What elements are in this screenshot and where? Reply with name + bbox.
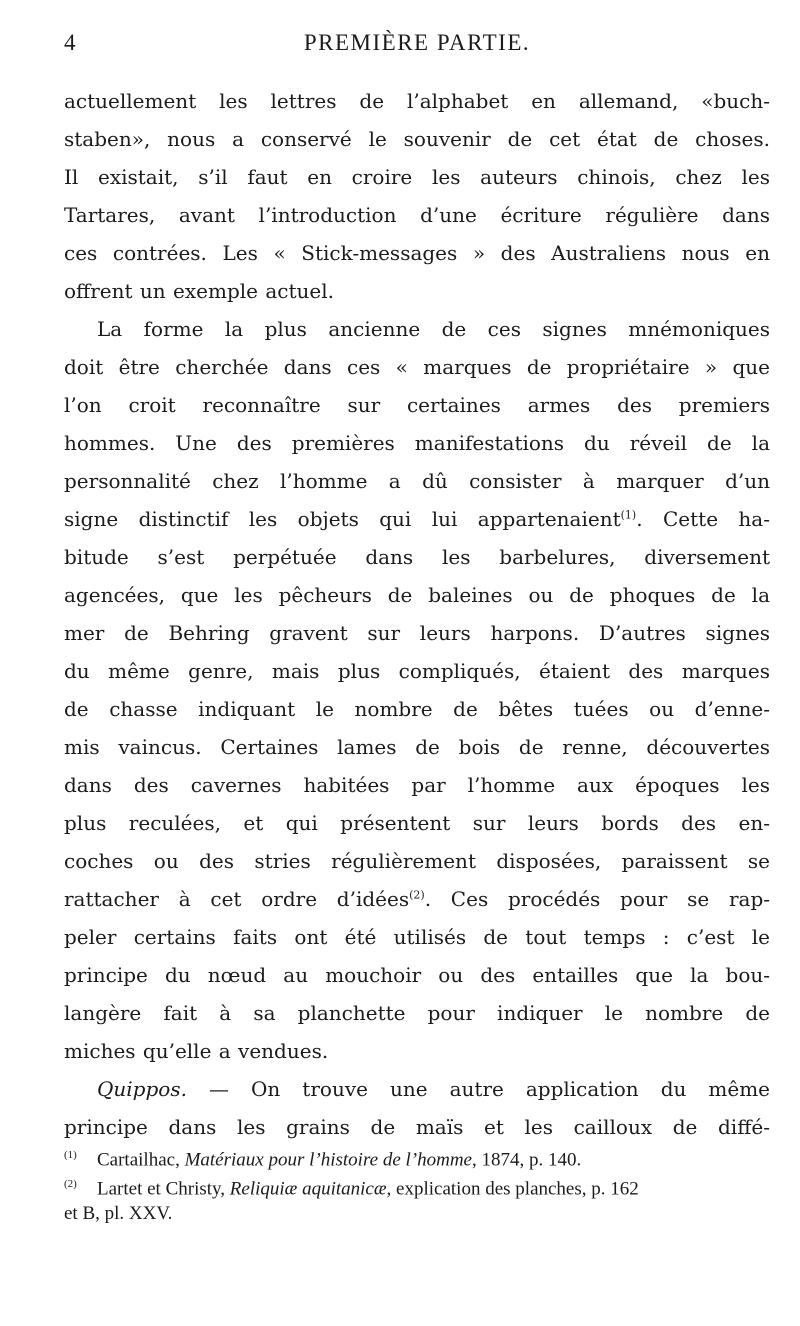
text-fragment: — On trouve une autre application du même [186,1077,770,1101]
text-line: langère fait à sa planchette pour indiquer le nombre de [64,1001,770,1025]
footnote-2-continuation: et B, pl. XXV. [64,1203,173,1224]
text-line: offrent un exemple actuel. [64,279,334,303]
text-line: agencées, que les pêcheurs de baleines ou de phoques de la [64,583,770,607]
text-fragment: . Ces procédés pour se rap- [424,887,771,911]
footnote-number: (1) [64,1149,77,1161]
text-line [64,500,770,538]
footnote-rest: , 1874, p. 140. [472,1149,582,1171]
footnote-number: (2) [64,1178,77,1190]
footnote-author: Cartailhac, [97,1149,185,1171]
section-heading: Quippos. [97,1077,187,1101]
footnote-title: Reliquiæ aquitanicæ [229,1178,387,1200]
text-line [64,880,770,918]
text-fragment: . Cette ha- [636,507,770,531]
footnotes [64,1141,770,1228]
text-fragment: rattacher à cet ordre d’idées [64,887,410,911]
main-text [64,82,770,1146]
footnote-2 [64,1170,770,1199]
text-line: plus reculées, et qui présentent sur leurs bords des en- [64,811,770,835]
text-line: de chasse indiquant le nombre de bêtes tuées ou d’enne- [64,697,770,721]
text-line: peler certains faits ont été utilisés de tout temps : c’est le [64,925,770,949]
text-line: doit être cherchée dans ces « marques de propriétaire » que [64,355,770,379]
running-head [64,22,770,62]
text-line: personnalité chez l’homme a dû consister à marquer d’un [64,469,770,493]
text-line: dans des cavernes habitées par l’homme aux époques les [64,773,770,797]
text-line: principe dans les grains de maïs et les cailloux de diffé- [64,1115,770,1139]
footnote-ref-2[interactable]: (2) [409,888,425,902]
text-line: mis vaincus. Certaines lames de bois de renne, découvertes [64,735,770,759]
footnote-rest: , explication des planches, p. 162 [386,1178,639,1200]
text-line: miches qu’elle a vendues. [64,1039,329,1063]
text-line: La forme la plus ancienne de ces signes mnémoniques [97,317,770,341]
footnote-title: Matériaux pour l’histoire de l’homme [184,1149,472,1171]
text-fragment: signe distinctif les objets qui lui appartenaient [64,507,621,531]
text-line: bitude s’est perpétuée dans les barbelures, diversement [64,545,770,569]
text-line: du même genre, mais plus compliqués, étaient des marques [64,659,770,683]
text-line: staben», nous a conservé le souvenir de cet état de choses. [64,127,770,151]
footnote-1 [64,1141,770,1170]
text-line: principe du nœud au mouchoir ou des entailles que la bou- [64,963,770,987]
text-line: Il existait, s’il faut en croire les auteurs chinois, chez les [64,165,770,189]
page-number: 4 [64,30,76,55]
running-title: PREMIÈRE PARTIE. [303,30,531,55]
text-line: mer de Behring gravent sur leurs harpons. D’autres signes [64,621,770,645]
text-line: ces contrées. Les « Stick-messages » des Australiens nous en [64,241,770,265]
footnote-ref-1[interactable]: (1) [620,508,637,522]
text-line: coches ou des stries régulièrement disposées, paraissent se [64,849,770,873]
text-line [64,1070,770,1108]
text-line: actuellement les lettres de l’alphabet en allemand, «buch- [64,89,770,113]
text-line: Tartares, avant l’introduction d’une écriture régulière dans [64,203,770,227]
text-line: hommes. Une des premières manifestations du réveil de la [64,431,770,455]
footnote-author: Lartet et Christy, [97,1178,230,1200]
text-line: l’on croit reconnaître sur certaines armes des premiers [64,393,770,417]
